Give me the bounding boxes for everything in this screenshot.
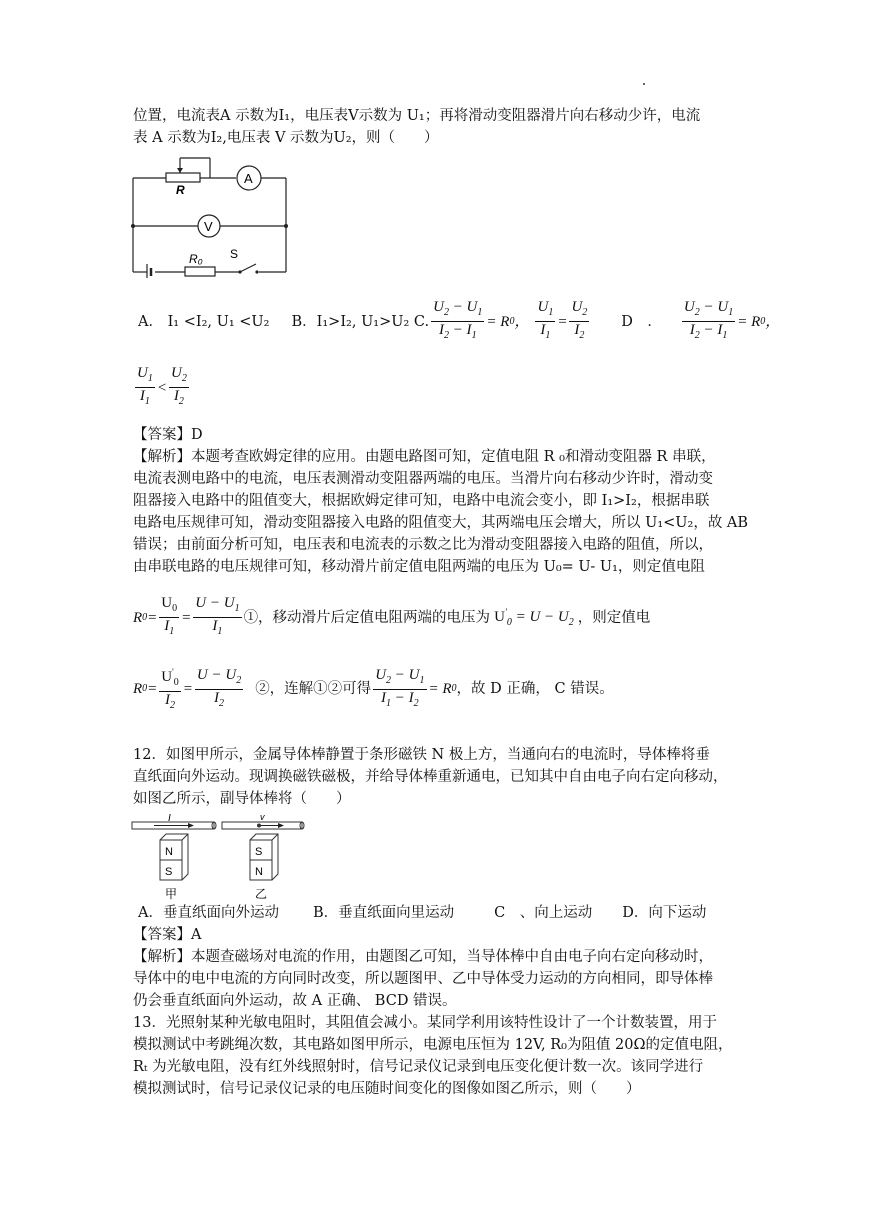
q12-stem-line-3: 如图乙所示，副导体棒将（ ）	[133, 791, 351, 807]
q11-explanation-5: 错误；由前面分析可知，电压表和电流表的示数之比为滑动变阻器接入电路的阻值，所以，	[133, 537, 713, 553]
fig-yi-n: N	[255, 866, 263, 878]
q11-option-d-formula: $\frac{U_2 - U_1}{I_2 - I_1}$ = R 0 ，	[683, 299, 781, 341]
formula-u0-after: $U'_0 = U - U_2$	[494, 607, 574, 628]
circuit-label-v: V	[204, 219, 213, 234]
q12-option-c: C 、向上运动	[494, 905, 593, 921]
circuit-label-s: S	[230, 247, 239, 261]
q12-stem-line-2: 直纸面向外运动。现调换磁铁磁极，并给导体棒重新通电，已知其中自由电子向右定向移动，	[133, 769, 728, 785]
q11-option-d: D ．	[621, 313, 662, 330]
fig-label-yi: 乙	[255, 887, 268, 901]
q11-options-line	[138, 299, 780, 344]
q13-stem-line-1: 13．光照射某种光敏电阻时，其阻值会减小。某同学利用该特性设计了一个计数装置，用于	[133, 1015, 717, 1031]
fig-yi-s: S	[255, 846, 263, 858]
fig-label-jia: 甲	[165, 887, 178, 901]
q12-options	[138, 903, 706, 923]
scan-dot	[643, 83, 645, 85]
q11-explanation-2: 电流表测电路中的电流，电压表测滑动变阻器两端的电压。当滑片向右移动少许时，滑动变	[133, 471, 713, 487]
q13-stem-line-2: 模拟测试中考跳绳次数，其电路如图甲所示，电源电压恒为 12V, R₀为阻值 20Ω的定值电阻，	[133, 1037, 733, 1053]
circuit-label-r0: R₀	[189, 252, 203, 266]
q12-stem-line-1: 12．如图甲所示，金属导体棒静置于条形磁铁 N 极上方，当通向右的电流时，导体棒将垂	[133, 747, 710, 763]
q11-option-d-formula-2: $\frac{U_1}{I_1}$ < $\frac{U_2}{I_2}$	[137, 365, 187, 407]
q11-explanation-7: R 0 = $\frac{U_0}{I_1}$ = $\frac{U - U_1}{I_1}$ ①，移动滑片后定值电阻两端的电压为 $U'_0 = U - U_2$ ，则定值电	[133, 590, 650, 645]
fig-jia-n: N	[165, 846, 173, 858]
q12-option-d: D．向下运动	[622, 905, 707, 921]
fig-label-v: v	[260, 812, 265, 822]
formula-result: $\frac{U_2 - U_1}{I_1 - I_2}$ = R 0	[375, 666, 457, 709]
q11-explanation-3: 阻器接入电路中的阻值变大，根据欧姆定律可知，电路中电流会变小，即 I₁>I₂，根据串联	[133, 493, 710, 509]
q11-option-a: A． I₁ <I₂, U₁ <U₂	[138, 313, 270, 330]
q11-explanation-4: 电路电压规律可知，滑动变阻器接入电路的阻值变大，其两端电压会增大，所以 U₁<U₂，故 AB	[133, 515, 749, 531]
fig-jia-s: S	[165, 866, 173, 878]
formula-r0-after: R 0 = $\frac{U'_0}{I_2}$ = $\frac{U - U_2}{I_2}$	[133, 664, 245, 714]
q11-circuit-diagram	[128, 150, 293, 278]
q11-stem-line-2: 表 A 示数为I₂,电压表 V 示数为U₂，则（ ）	[133, 130, 439, 146]
circuit-label-r: R	[176, 183, 185, 197]
q13-stem-line-4: 模拟测试时，信号记录仪记录的电压随时间变化的图像如图乙所示，则（ ）	[133, 1081, 641, 1097]
q13-stem-line-3: Rₜ 为光敏电阻，没有红外线照射时，信号记录仪记录到电压变化便计数一次。该同学进行	[133, 1059, 704, 1075]
q11-explanation-1: 【解析】本题考查欧姆定律的应用。由题电路图可知，定值电阻 R ₀和滑动变阻器 R 串联，	[133, 449, 716, 465]
q12-explanation-1: 【解析】本题查磁场对电流的作用，由题图乙可知，当导体棒中自由电子向右定向移动时，	[133, 949, 713, 965]
q12-option-b: B．垂直纸面向里运动	[312, 905, 455, 921]
fig-label-i: I	[168, 813, 171, 824]
formula-r0-before: R 0 = $\frac{U_0}{I_1}$ = $\frac{U - U_1}{I_1}$	[133, 595, 240, 637]
q12-magnet-figure	[130, 812, 305, 902]
q11-option-b: B．I₁>I₂, U₁>U₂ C.	[291, 313, 430, 330]
q12-explanation-2: 导体中的电中电流的方向同时改变，所以题图甲、乙中导体受力运动的方向相同，即导体棒	[133, 971, 713, 987]
q11-stem-line-1: 位置，电流表A 示数为I₁，电压表V示数为 U₁；再将滑动变阻器滑片向右移动少许，电流	[133, 108, 701, 124]
q12-option-a: A．垂直纸面向外运动	[138, 905, 279, 921]
q11-answer: 【答案】D	[133, 427, 203, 443]
q12-explanation-3: 仍会垂直纸面向外运动，故 A 正确、 BCD 错误。	[133, 993, 457, 1009]
circuit-label-a: A	[244, 171, 253, 186]
q11-explanation-8: R 0 = $\frac{U'_0}{I_2}$ = $\frac{U - U_2}{I_2}$ ②，连解①②可得 $\frac{U_2 - U_1}{I_1 - I_2}$ = R 0 ，故 D 正确， C 错误。	[133, 664, 614, 714]
q11-option-c-formula: $\frac{U_2 - U_1}{I_2 - I_1}$ = R 0 ， $\frac{U_1}{I_1}$ = $\frac{U_2}{I_2}$	[433, 299, 588, 341]
q11-explanation-6: 由串联电路的电压规律可知，移动滑片前定值电阻两端的电压为 U₀= U- U₁，则定值电阻	[133, 559, 705, 575]
q12-answer: 【答案】A	[133, 927, 202, 943]
